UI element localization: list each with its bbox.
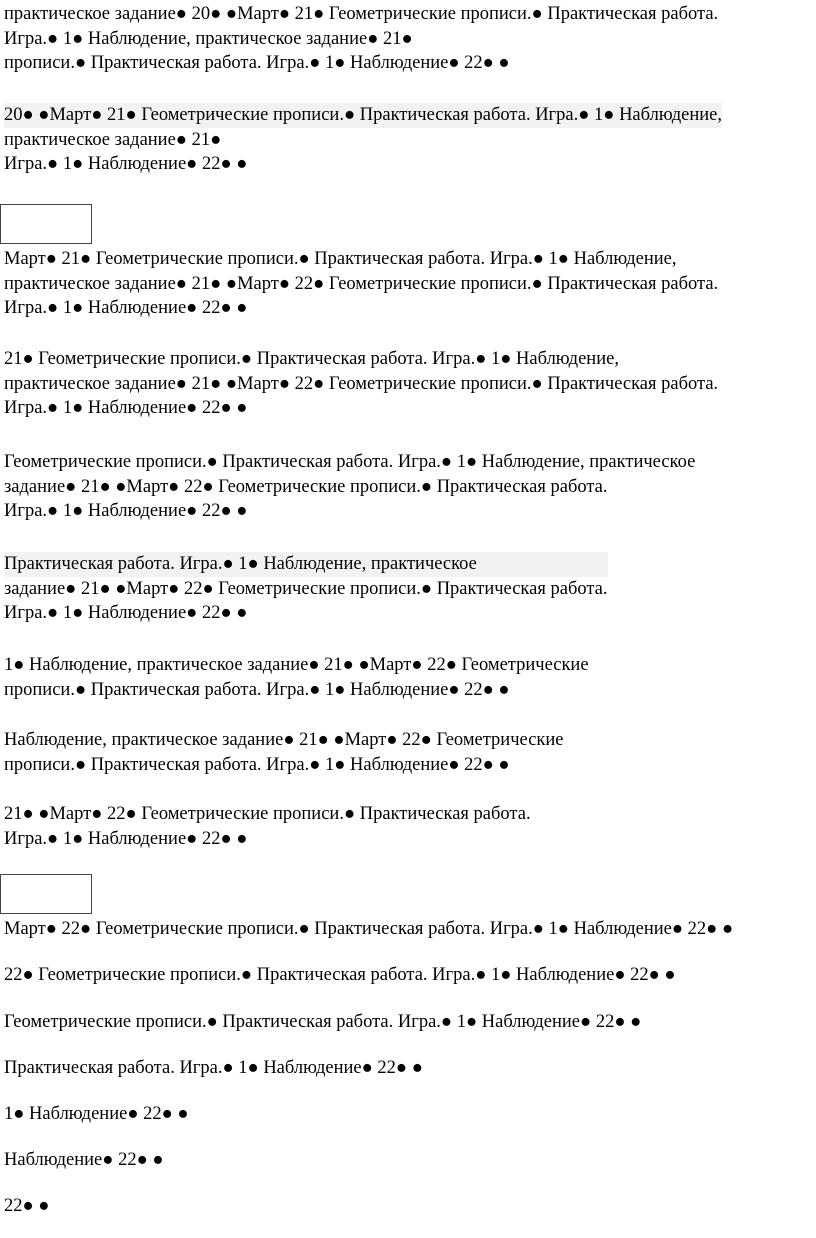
text-line: Игра.● 1● Наблюдение● 22● ● bbox=[4, 828, 248, 849]
text-line: Наблюдение, практическое задание● 21● ●Март● 22● Геометрические bbox=[4, 730, 564, 750]
text-line: Игра.● 1● Наблюдение● 22● ● bbox=[4, 298, 248, 318]
empty-frame bbox=[0, 874, 92, 914]
text-line: задание● 21● ●Март● 22● Геометрические прописи.● Практическая работа. bbox=[4, 476, 608, 497]
text-line: Практическая работа. Игра.● 1● Наблюдение● 22● ● bbox=[4, 1058, 423, 1078]
paragraph-6 bbox=[4, 552, 608, 626]
text-line: практическое задание● 21● ●Март● 22● Геометрические прописи.● Практическая работа. bbox=[4, 373, 719, 394]
paragraph-15 bbox=[4, 1148, 164, 1173]
text-line: прописи.● Практическая работа. Игра.● 1● Наблюдение● 22● ● bbox=[4, 53, 510, 73]
text-line: Геометрические прописи.● Практическая работа. Игра.● 1● Наблюдение● 22● ● bbox=[4, 1012, 642, 1032]
text-line: прописи.● Практическая работа. Игра.● 1● Наблюдение● 22● ● bbox=[4, 679, 510, 700]
text-line: прописи.● Практическая работа. Игра.● 1● Наблюдение● 22● ● bbox=[4, 754, 510, 775]
text-line: Игра.● 1● Наблюдение● 22● ● bbox=[4, 603, 248, 623]
text-line: 20● ●Март● 21● Геометрические прописи.● Практическая работа. Игра.● 1● Наблюдение, bbox=[4, 103, 722, 128]
paragraph-13 bbox=[4, 1056, 423, 1081]
text-line: 21● Геометрические прописи.● Практическая работа. Игра.● 1● Наблюдение, bbox=[4, 349, 619, 369]
text-line: Март● 21● Геометрические прописи.● Практическая работа. Игра.● 1● Наблюдение, bbox=[4, 249, 677, 269]
text-line: практическое задание● 21● ●Март● 22● Геометрические прописи.● Практическая работа. bbox=[4, 273, 719, 294]
paragraph-10 bbox=[4, 917, 733, 942]
text-line: 21● ●Март● 22● Геометрические прописи.● Практическая работа. bbox=[4, 804, 531, 824]
text-line: Наблюдение● 22● ● bbox=[4, 1150, 164, 1170]
text-line: Игра.● 1● Наблюдение● 22● ● bbox=[4, 501, 248, 521]
text-line: практическое задание● 20● ●Март● 21● Геометрические прописи.● Практическая работа. bbox=[4, 4, 719, 24]
paragraph-12 bbox=[4, 1010, 641, 1035]
text-line: 22● Геометрические прописи.● Практическая работа. Игра.● 1● Наблюдение● 22● ● bbox=[4, 965, 676, 985]
paragraph-8 bbox=[4, 728, 564, 777]
text-line: 1● Наблюдение● 22● ● bbox=[4, 1104, 189, 1124]
paragraph-16 bbox=[4, 1194, 49, 1219]
text-line: практическое задание● 21● bbox=[4, 129, 222, 150]
paragraph-2 bbox=[4, 103, 722, 177]
text-line: Геометрические прописи.● Практическая работа. Игра.● 1● Наблюдение, практическое bbox=[4, 452, 696, 472]
paragraph-11 bbox=[4, 963, 676, 988]
text-line: Практическая работа. Игра.● 1● Наблюдение, практическое bbox=[4, 552, 608, 577]
text-line: Игра.● 1● Наблюдение● 22● ● bbox=[4, 154, 248, 174]
text-line: 22● ● bbox=[4, 1196, 50, 1216]
paragraph-4 bbox=[4, 347, 718, 421]
paragraph-14 bbox=[4, 1102, 189, 1127]
text-line: Игра.● 1● Наблюдение, практическое задание● 21● bbox=[4, 28, 413, 49]
paragraph-5 bbox=[4, 450, 695, 524]
text-line: Игра.● 1● Наблюдение● 22● ● bbox=[4, 398, 248, 418]
empty-frame bbox=[0, 204, 92, 244]
text-line: задание● 21● ●Март● 22● Геометрические прописи.● Практическая работа. bbox=[4, 578, 608, 599]
paragraph-3 bbox=[4, 247, 718, 321]
text-line: Март● 22● Геометрические прописи.● Практическая работа. Игра.● 1● Наблюдение● 22● ● bbox=[4, 919, 734, 939]
paragraph-9 bbox=[4, 802, 531, 851]
paragraph-7 bbox=[4, 653, 589, 702]
text-line: 1● Наблюдение, практическое задание● 21● ●Март● 22● Геометрические bbox=[4, 655, 589, 675]
paragraph-1 bbox=[4, 2, 718, 76]
